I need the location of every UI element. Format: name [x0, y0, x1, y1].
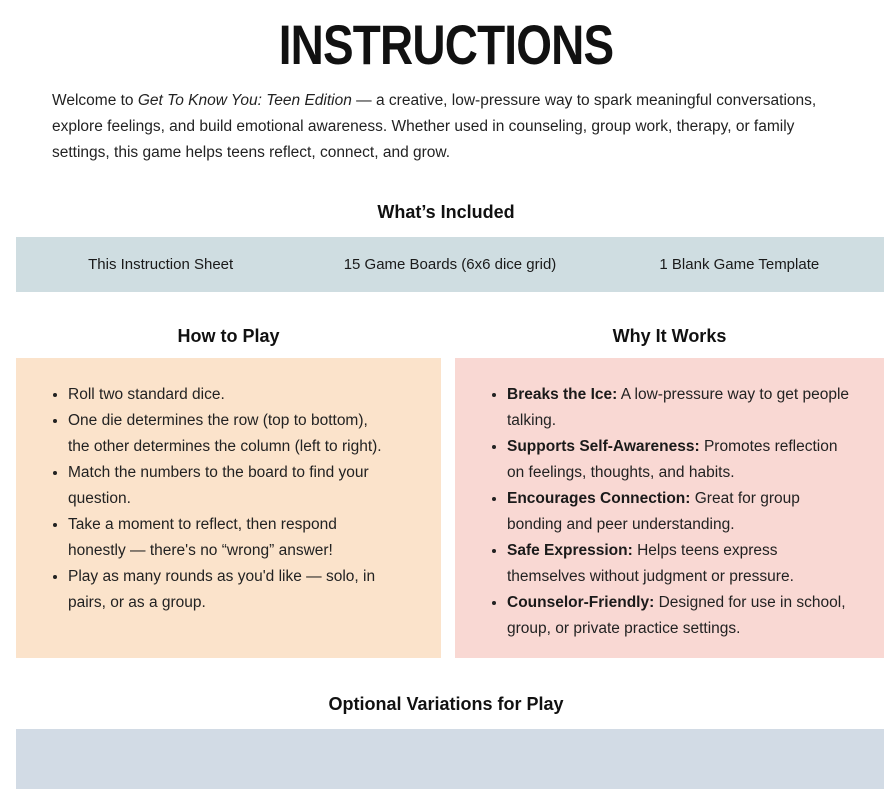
list-item: • Play as many rounds as you'd like — solo, in pairs, or as a group. [68, 564, 386, 616]
list-item [507, 486, 859, 538]
list-item [507, 590, 859, 642]
why-it-works-heading: Why It Works [612, 326, 727, 346]
list-item-lead: Supports Self-Awareness: [507, 438, 700, 455]
why-it-works-box [455, 358, 884, 658]
list-item [507, 434, 859, 486]
list-item-lead: Counselor-Friendly: [507, 594, 655, 611]
list-item-text: Helps teens express themselves without judgment or pressure. [507, 542, 794, 585]
included-item-instruction-sheet: This Instruction Sheet [88, 256, 234, 273]
list-item: • Roll two standard dice. [68, 382, 386, 408]
list-item-lead: Safe Expression: [507, 542, 633, 559]
how-to-play-heading: How to Play [177, 326, 280, 346]
why-it-works-column [455, 326, 884, 658]
list-item-lead: Encourages Connection: [507, 490, 691, 507]
page-title: INSTRUCTIONS [278, 13, 614, 76]
list-item: • Take a moment to reflect, then respond honestly — there's no “wrong” answer! [68, 512, 386, 564]
list-item: • One die determines the row (top to bottom), the other determines the column (left to right). [68, 408, 386, 460]
how-to-play-column [16, 326, 441, 658]
intro-text-post: — a creative, low-pressure way to spark meaningful conversations, explore feelings, and build emotional awareness. Whether used in counseling, group work, therapy, or family settings, this game helps teens reflect, connect, and grow. [52, 92, 817, 161]
how-to-play-list [16, 358, 441, 616]
included-band [16, 237, 884, 292]
list-item-text: A low-pressure way to get people talking. [507, 386, 850, 429]
list-item [507, 382, 859, 434]
how-to-play-box [16, 358, 441, 658]
intro-paragraph [52, 88, 848, 166]
title-container [0, 0, 892, 76]
optional-variations-band [16, 729, 884, 789]
two-column-section [16, 326, 884, 658]
why-it-works-list [455, 358, 884, 642]
included-item-blank-template: 1 Blank Game Template [659, 256, 820, 273]
list-item-lead: Breaks the Ice: [507, 386, 618, 403]
list-item-text: Great for group bonding and peer understanding. [507, 490, 800, 533]
list-item-text: Designed for use in school, group, or private practice settings. [507, 594, 846, 637]
whats-included-heading: What’s Included [377, 202, 515, 222]
intro-text-pre: Welcome to [52, 92, 138, 109]
game-name: Get To Know You: Teen Edition [137, 92, 352, 109]
list-item-text: Promotes reflection on feelings, thoughts, and habits. [507, 438, 838, 481]
list-item: • Match the numbers to the board to find your question. [68, 460, 386, 512]
included-item-game-boards: 15 Game Boards (6x6 dice grid) [343, 256, 557, 273]
optional-variations-heading: Optional Variations for Play [328, 694, 564, 714]
list-item [507, 538, 859, 590]
